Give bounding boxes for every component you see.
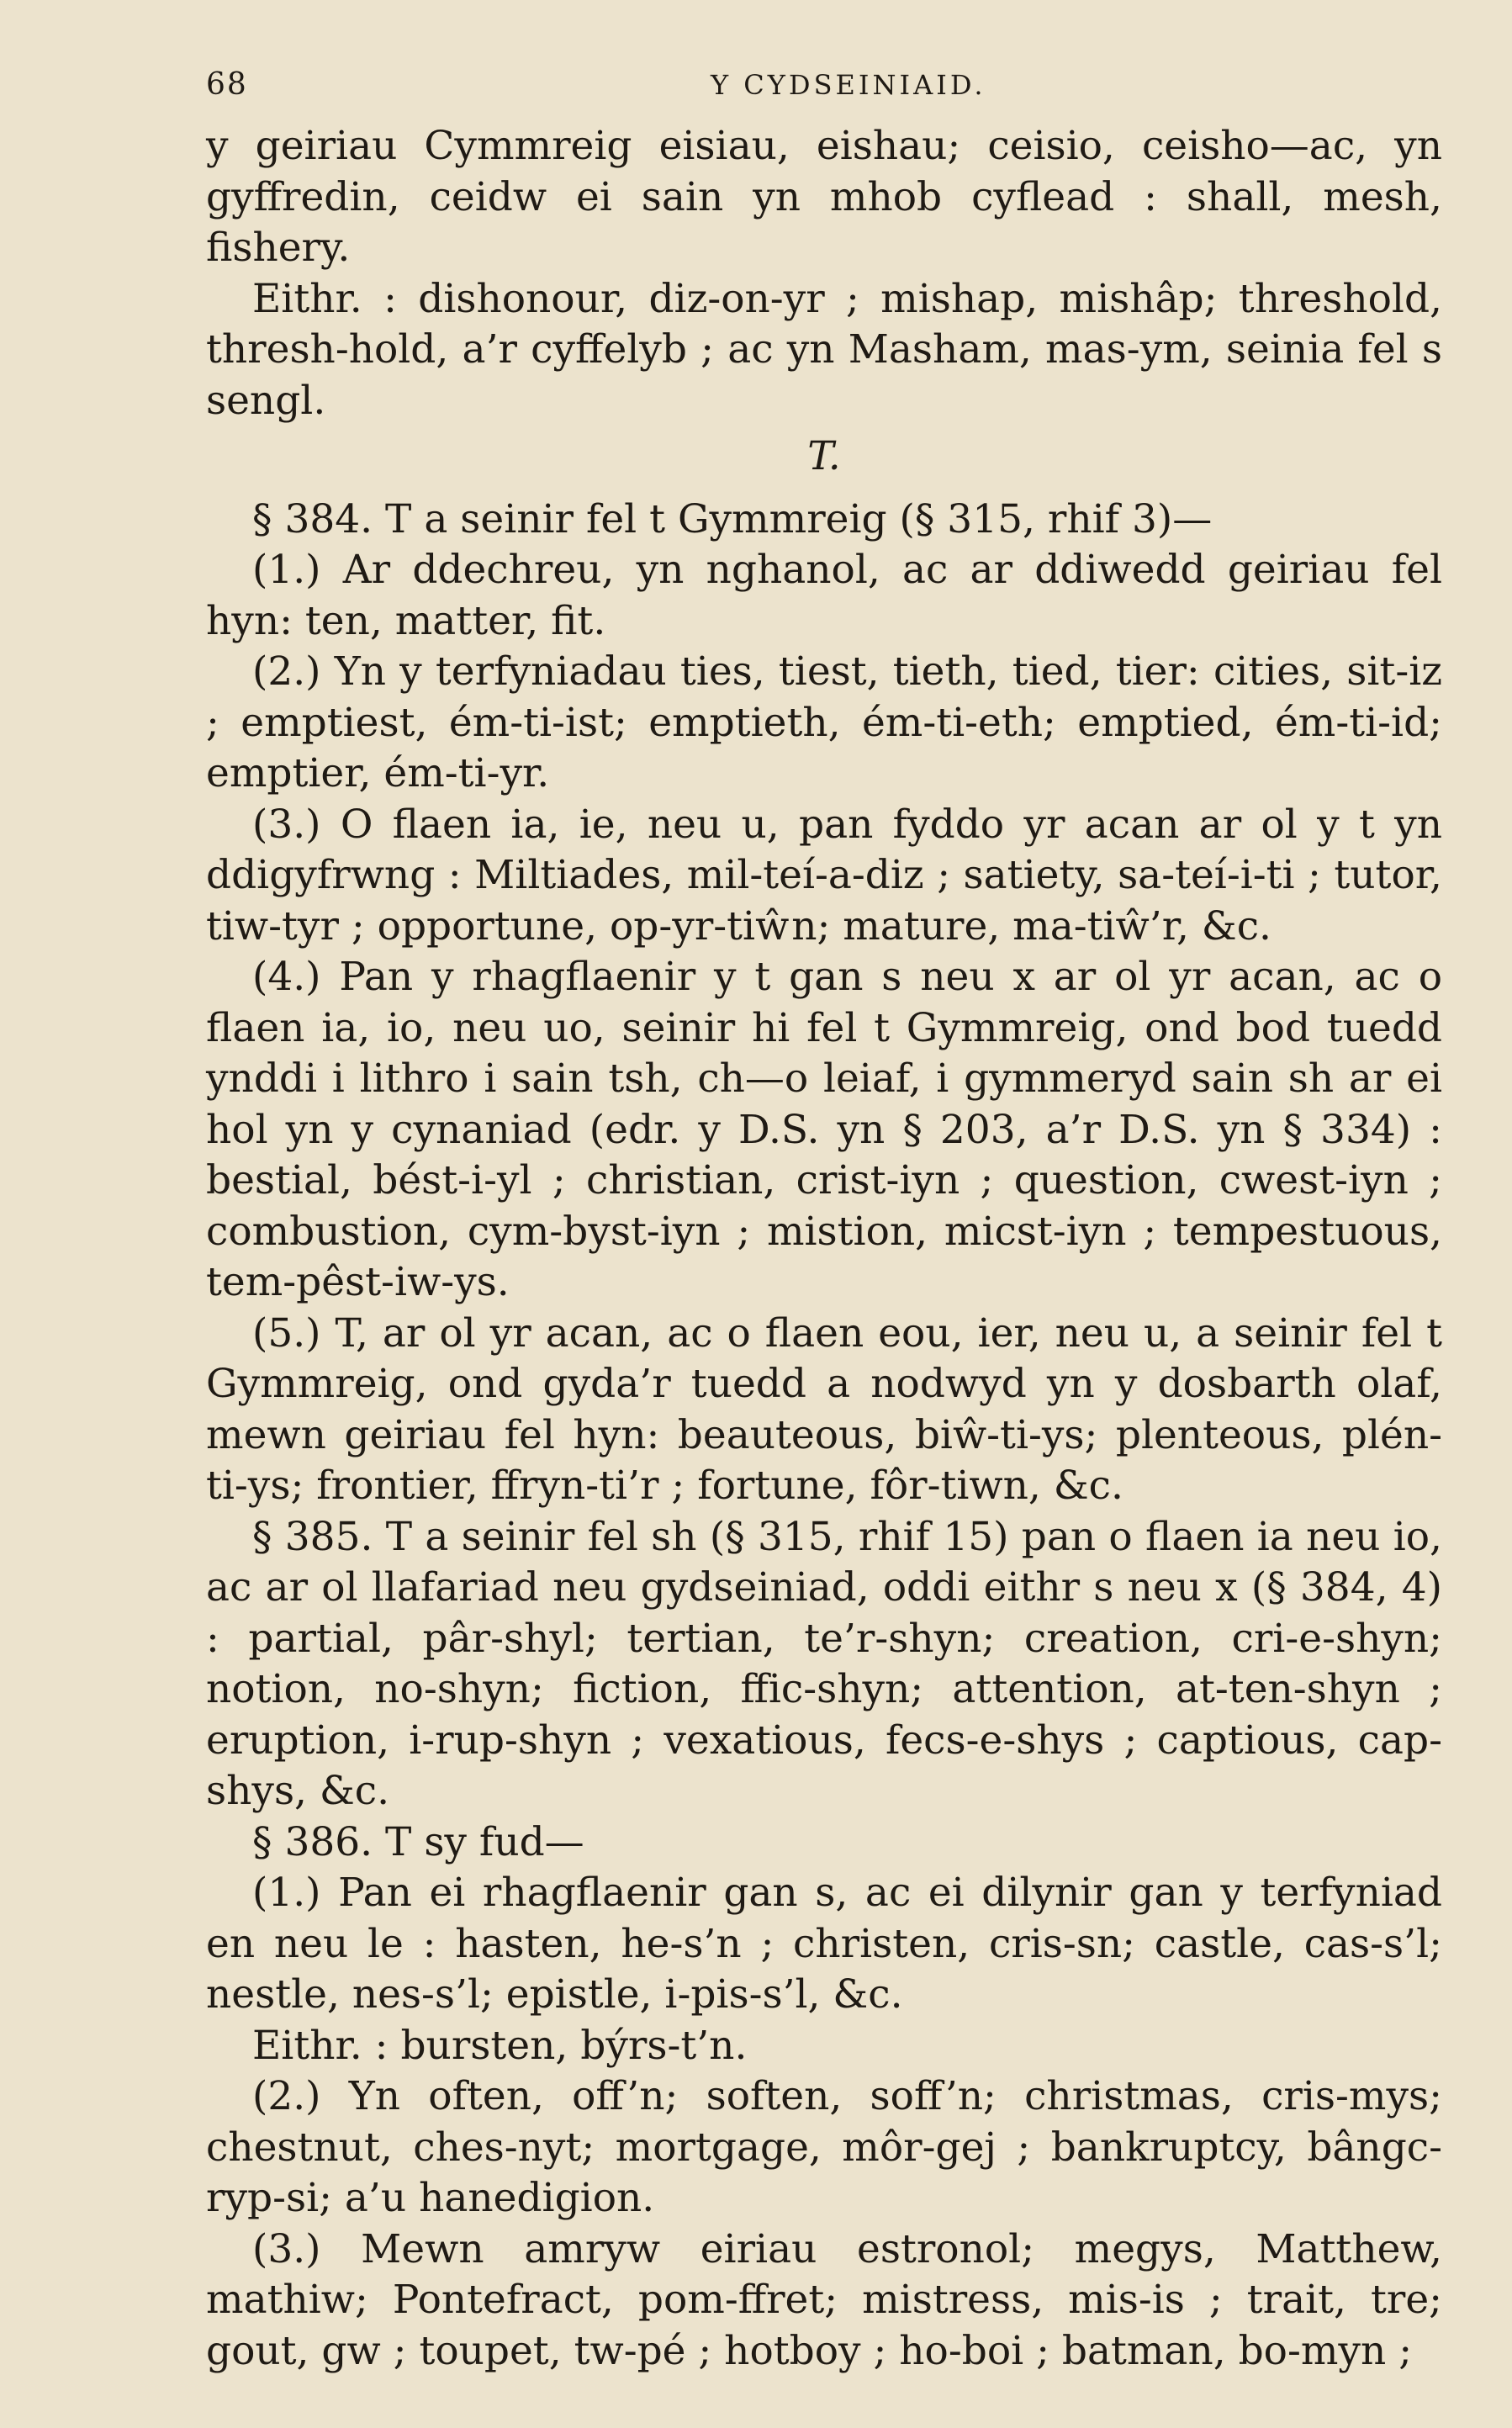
page-number: 68 <box>206 67 248 102</box>
paragraph: (2.) Yn y terfyniadau ties, tiest, tieth, tied, tier: cities, sit-iz ; emptiest, ém-ti-ist; emptieth, ém-ti-eth; emptied, ém-ti-id; emptier, ém-ti-yr. <box>206 648 1442 796</box>
paragraph: Eithr. : dishonour, diz-on-yr ; mishap, mishâp; threshold, thresh-hold, a’r cyffelyb ; ac yn Masham, mas-ym, seinia fel s sengl. <box>206 275 1442 424</box>
paragraph: § 384. T a seinir fel t Gymmreig (§ 315, rhif 3)— <box>252 495 1213 542</box>
paragraph: § 386. T sy fud— <box>252 1818 584 1865</box>
section-heading: T. <box>807 433 841 479</box>
paragraph: (3.) O flaen ia, ie, neu u, pan fyddo yr acan ar ol y t yn ddigyfrwng : Miltiades, mil-teí-a-diz ; satiety, sa-teí-i-ti ; tutor, tiw-tyr ; opportune, op-yr-tiŵn; mature, ma-tiŵ’r, &c. <box>206 801 1442 950</box>
paragraph: y geiriau Cymmreig eisiau, eishau; ceisio, ceisho—ac, yn gyffredin, ceidw ei sain yn mhob cyflead : shall, mesh, fishery. <box>206 123 1442 271</box>
paragraph: (1.) Ar ddechreu, yn nghanol, ac ar ddiwedd geiriau fel hyn: ten, matter, fit. <box>206 547 1442 644</box>
paragraph: Eithr. : bursten, býrs-t’n. <box>252 2022 748 2069</box>
paragraph: (4.) Pan y rhagflaenir y t gan s neu x ar ol yr acan, ac o flaen ia, io, neu uo, seinir hi fel t Gymmreig, ond bod tuedd ynddi i lithro i sain tsh, ch—o leiaf, i gymmeryd sain sh ar ei hol yn y cynaniad (edr. y D.S. yn § 203, a’r D.S. yn § 334) : bestial, bést-i-yl ; christian, crist-iyn ; question, cwest-iyn ; combustion, cym-byst-iyn ; mistion, micst-iyn ; tempestuous, tem-pêst-iw-ys. <box>206 954 1442 1305</box>
page-header <box>206 67 1442 121</box>
body-text <box>206 121 1442 2377</box>
paragraph: (1.) Pan ei rhagflaenir gan s, ac ei dilynir gan y terfyniad en neu le : hasten, he-s’n ; christen, cris-sn; castle, cas-s’l; nestle, nes-s’l; epistle, i-pis-s’l, &c. <box>206 1870 1442 2018</box>
paragraph: (3.) Mewn amryw eiriau estronol; megys, Matthew, mathiw; Pontefract, pom-ffret; mistress, mis-is ; trait, tre; gout, gw ; toupet, tw-pé ; hotboy ; ho-boi ; batman, bo-myn ; <box>206 2225 1442 2374</box>
paragraph: (2.) Yn often, off’n; soften, soff’n; christmas, cris-mys; chestnut, ches-nyt; mortgage, môr-gej ; bankruptcy, bângc-ryp-si; a’u hanedigion. <box>206 2073 1442 2221</box>
paragraph: § 385. T a seinir fel sh (§ 315, rhif 15) pan o flaen ia neu io, ac ar ol llafariad neu gydseiniad, oddi eithr s neu x (§ 384, 4) : partial, pâr-shyl; tertian, te’r-shyn; creation, cri-e-shyn; notion, no-shyn; fiction, ffic-shyn; attention, at-ten-shyn ; eruption, i-rup-shyn ; vexatious, fecs-e-shys ; captious, cap-shys, &c. <box>206 1513 1442 1814</box>
paragraph: (5.) T, ar ol yr acan, ac o flaen eou, ier, neu u, a seinir fel t Gymmreig, ond gyda’r tuedd a nodwyd yn y dosbarth olaf, mewn geiriau fel hyn: beauteous, biŵ-ti-ys; plenteous, plén-ti-ys; frontier, ffryn-ti’r ; fortune, fôr-tiwn, &c. <box>206 1309 1442 1509</box>
running-title: Y CYDSEINIAID. <box>711 69 986 101</box>
